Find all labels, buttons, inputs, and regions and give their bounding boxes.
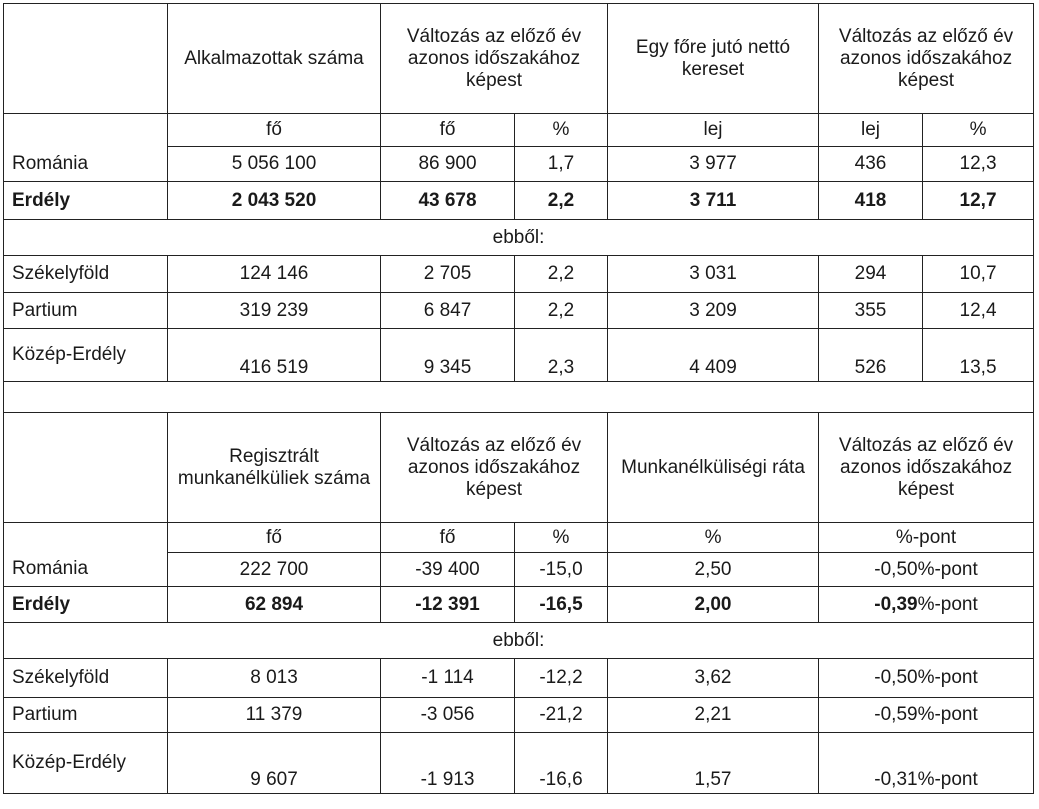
- spacer-cell: [4, 382, 1034, 413]
- table-cell: -39 400: [381, 553, 515, 587]
- t1-row-partium: [4, 293, 1034, 329]
- table-cell: 1,57: [608, 733, 819, 794]
- t2-unit-blank: [4, 523, 168, 553]
- table-cell: 526: [819, 329, 923, 382]
- t1-unit: %: [923, 114, 1034, 147]
- table-cell: 3 031: [608, 256, 819, 293]
- table-cell: -0,31%-pont: [819, 733, 1034, 794]
- t1-unit-row: [4, 114, 1034, 147]
- statistics-table: [3, 3, 1034, 794]
- t2-header-row: [4, 413, 1034, 523]
- row-label: Közép-Erdély: [4, 329, 168, 382]
- t1-unit: %: [515, 114, 608, 147]
- table-cell: 2 705: [381, 256, 515, 293]
- t2-row-erdely: [4, 587, 1034, 623]
- table-cell: [819, 587, 1034, 623]
- t2-unit: %: [608, 523, 819, 553]
- t2-ebbol-row: [4, 623, 1034, 659]
- table-cell: 62 894: [168, 587, 381, 623]
- table-cell: 418: [819, 182, 923, 220]
- table-cell: 2,2: [515, 256, 608, 293]
- t1-corner-cell: [4, 4, 168, 114]
- table-cell: -3 056: [381, 698, 515, 733]
- t2-header-change-2: Változás az előző év azonos időszakához képest: [819, 413, 1034, 523]
- t1-unit: lej: [819, 114, 923, 147]
- table-cell: 12,7: [923, 182, 1034, 220]
- table-cell: -1 114: [381, 659, 515, 698]
- table-cell: -15,0: [515, 553, 608, 587]
- t2-header-rate: Munkanélküliségi ráta: [608, 413, 819, 523]
- t2-row-kozep-erdely: [4, 733, 1034, 794]
- table-cell: 2,21: [608, 698, 819, 733]
- t2-header-unemployed: Regisztrált munkanélküliek száma: [168, 413, 381, 523]
- table-cell: 1,7: [515, 147, 608, 182]
- table-cell: 2,2: [515, 182, 608, 220]
- row-label: Erdély: [4, 587, 168, 623]
- table-cell: 2,00: [608, 587, 819, 623]
- table-cell: -0,50%-pont: [819, 553, 1034, 587]
- table-cell: -0,50%-pont: [819, 659, 1034, 698]
- t2-unit-row: [4, 523, 1034, 553]
- table-cell: -1 913: [381, 733, 515, 794]
- t1-header-employees: Alkalmazottak száma: [168, 4, 381, 114]
- table-cell: 3 209: [608, 293, 819, 329]
- row-label: Közép-Erdély: [4, 733, 168, 794]
- t1-header-net-wage: Egy főre jutó nettó kereset: [608, 4, 819, 114]
- table-cell: -16,6: [515, 733, 608, 794]
- table-cell: 355: [819, 293, 923, 329]
- table-cell: 3 977: [608, 147, 819, 182]
- t2-row-szekelyfold: [4, 659, 1034, 698]
- t2-unit: %: [515, 523, 608, 553]
- t1-row-romania: [4, 147, 1034, 182]
- t1-unit: fő: [381, 114, 515, 147]
- bold-value: -0,39: [874, 593, 918, 615]
- t1-unit: lej: [608, 114, 819, 147]
- row-label: Románia: [4, 147, 168, 182]
- t2-row-partium: [4, 698, 1034, 733]
- table-cell: -0,59%-pont: [819, 698, 1034, 733]
- t1-header-change-2: Változás az előző év azonos időszakához képest: [819, 4, 1034, 114]
- table-cell: -12 391: [381, 587, 515, 623]
- t1-row-szekelyfold: [4, 256, 1034, 293]
- t1-unit-blank: [4, 114, 168, 147]
- t2-unit: fő: [168, 523, 381, 553]
- t1-row-kozep-erdely: [4, 329, 1034, 382]
- table-cell: 222 700: [168, 553, 381, 587]
- table-cell: 124 146: [168, 256, 381, 293]
- row-label: Románia: [4, 553, 168, 587]
- row-label: Erdély: [4, 182, 168, 220]
- table-cell: 9 607: [168, 733, 381, 794]
- row-label: Partium: [4, 698, 168, 733]
- table-cell: 43 678: [381, 182, 515, 220]
- t2-row-romania: [4, 553, 1034, 587]
- table-cell: 8 013: [168, 659, 381, 698]
- t1-header-row: [4, 4, 1034, 114]
- table-cell: 12,3: [923, 147, 1034, 182]
- table-cell: 2,2: [515, 293, 608, 329]
- table-cell: 294: [819, 256, 923, 293]
- table-cell: 6 847: [381, 293, 515, 329]
- table-cell: 2 043 520: [168, 182, 381, 220]
- t2-header-change-1: Változás az előző év azonos időszakához képest: [381, 413, 608, 523]
- table-cell: 2,3: [515, 329, 608, 382]
- table-cell: 11 379: [168, 698, 381, 733]
- row-label: Partium: [4, 293, 168, 329]
- t2-unit: %-pont: [819, 523, 1034, 553]
- t2-corner-cell: [4, 413, 168, 523]
- table-cell: 9 345: [381, 329, 515, 382]
- table-cell: -12,2: [515, 659, 608, 698]
- table-cell: 5 056 100: [168, 147, 381, 182]
- table-cell: 12,4: [923, 293, 1034, 329]
- t1-row-erdely: [4, 182, 1034, 220]
- table-cell: 436: [819, 147, 923, 182]
- t1-header-change-1: Változás az előző év azonos időszakához képest: [381, 4, 608, 114]
- table-cell: 10,7: [923, 256, 1034, 293]
- value-suffix: %-pont: [917, 593, 978, 615]
- t2-unit: fő: [381, 523, 515, 553]
- table-cell: 3,62: [608, 659, 819, 698]
- table-cell: 416 519: [168, 329, 381, 382]
- table-cell: -16,5: [515, 587, 608, 623]
- ebbol-label: ebből:: [4, 623, 1034, 659]
- table-cell: -21,2: [515, 698, 608, 733]
- row-label: Székelyföld: [4, 659, 168, 698]
- table-spacer-row: [4, 382, 1034, 413]
- table-cell: 2,50: [608, 553, 819, 587]
- table-cell: 4 409: [608, 329, 819, 382]
- table-cell: 3 711: [608, 182, 819, 220]
- t1-unit: fő: [168, 114, 381, 147]
- table-cell: 86 900: [381, 147, 515, 182]
- row-label: Székelyföld: [4, 256, 168, 293]
- t1-ebbol-row: [4, 220, 1034, 256]
- table-cell: 13,5: [923, 329, 1034, 382]
- table-cell: 319 239: [168, 293, 381, 329]
- ebbol-label: ebből:: [4, 220, 1034, 256]
